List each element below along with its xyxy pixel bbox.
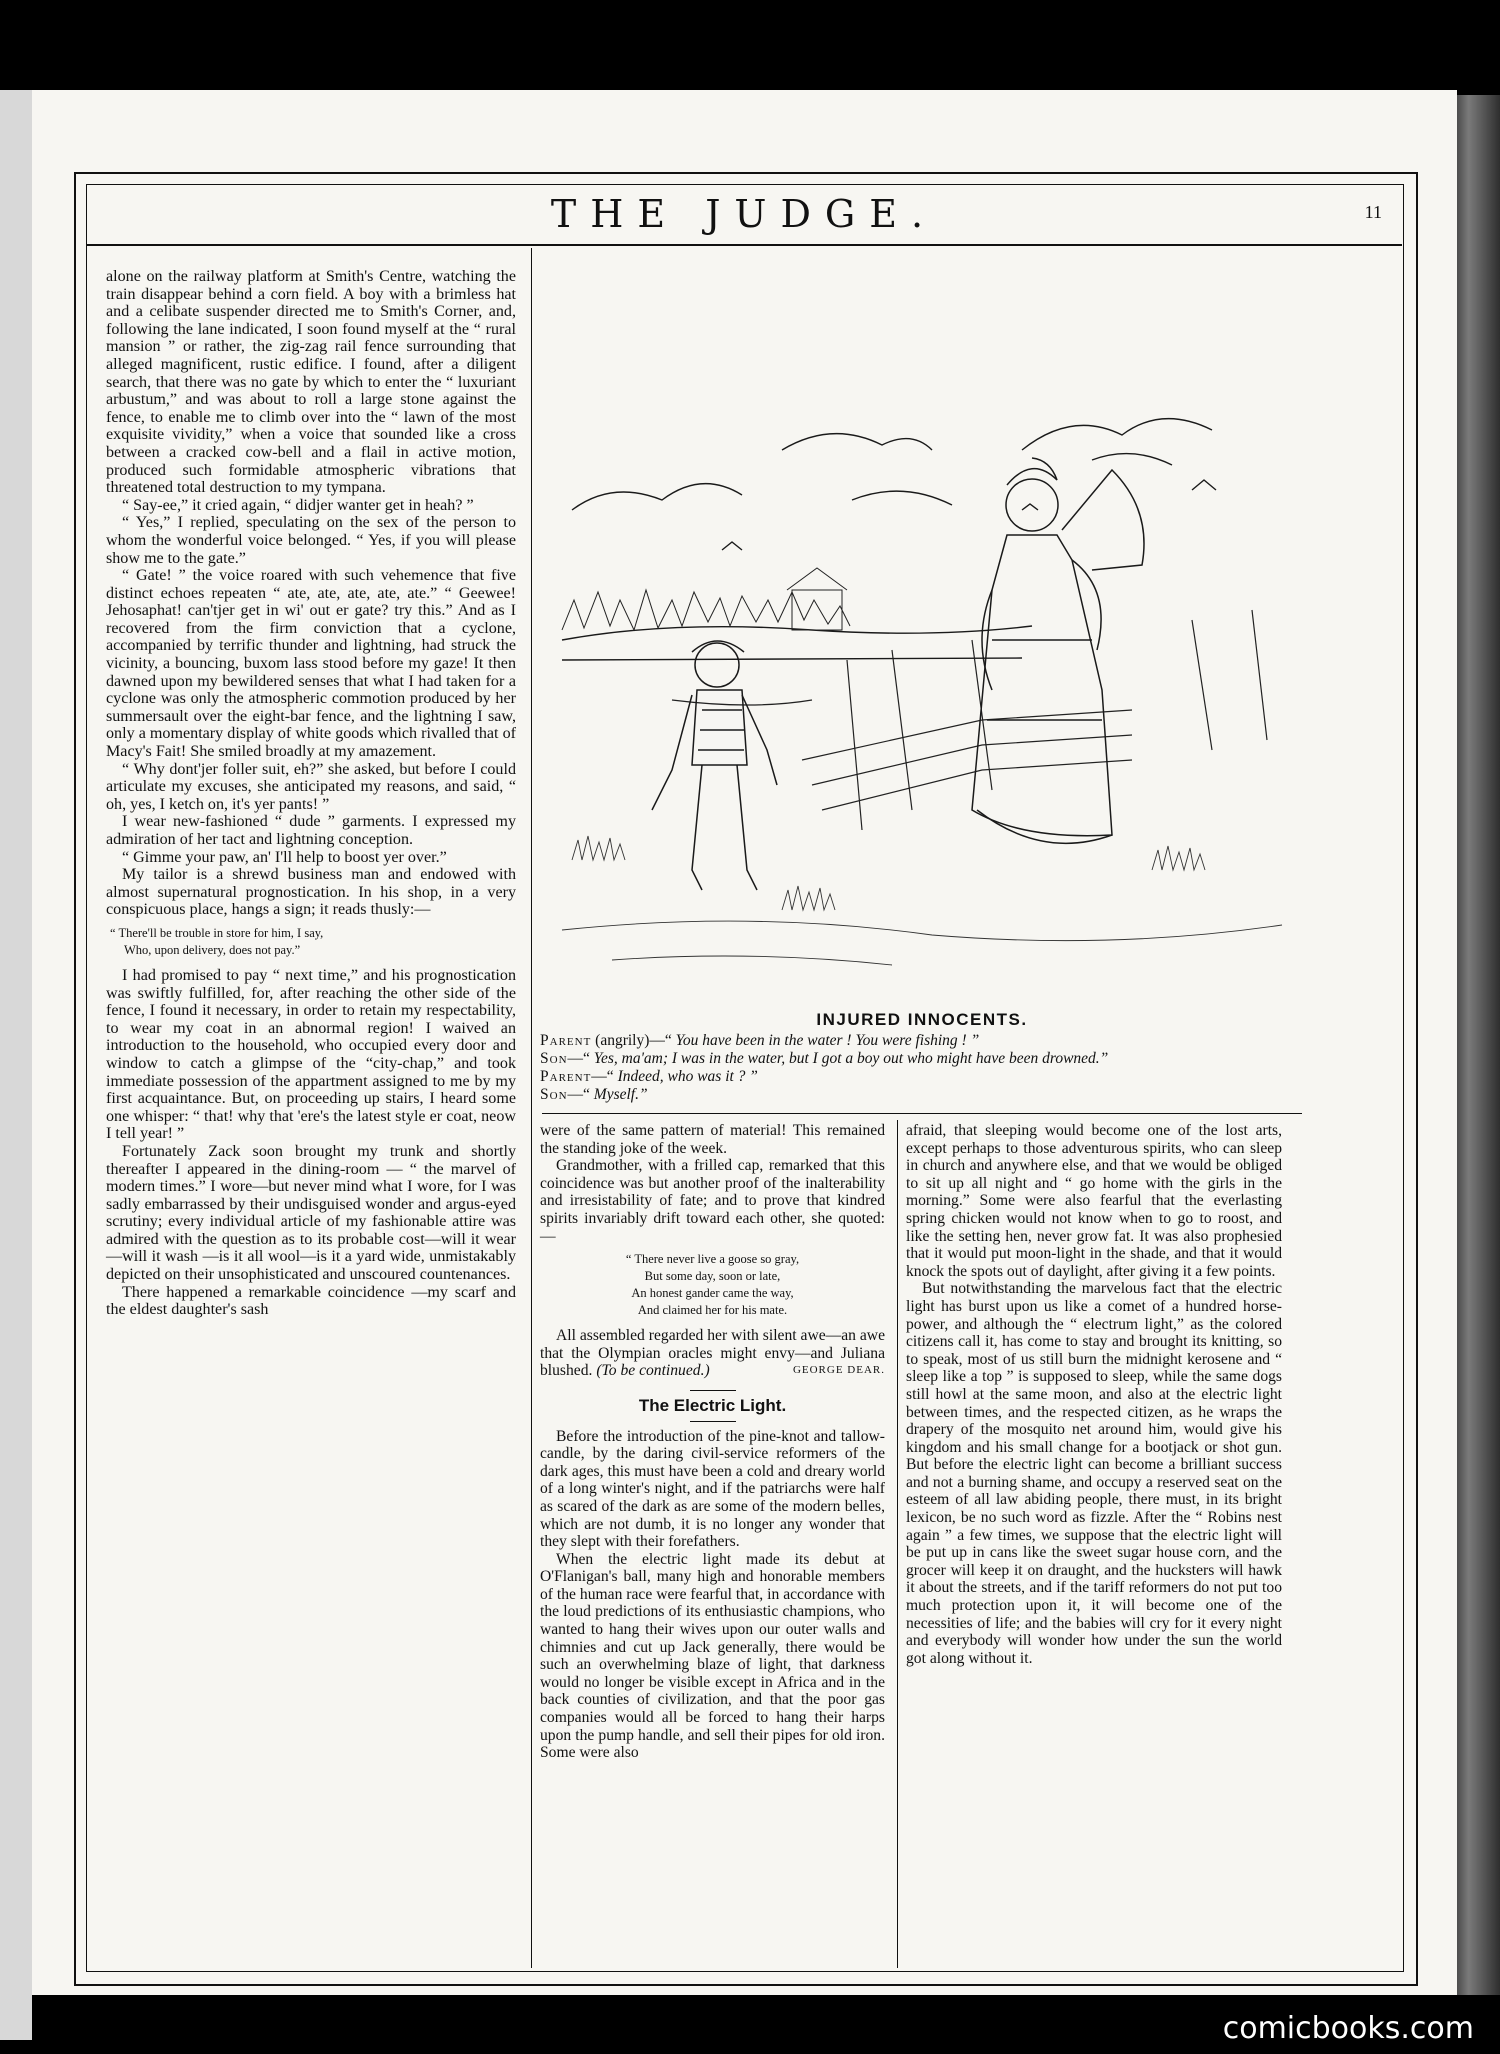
dialogue-line [540,1032,1275,1050]
quoted-verse [540,1251,885,1319]
paragraph: But notwithstanding the marvelous fact that the electric light has burst upon us like a comet of a hundred horse-power, and although the “ electrum light,” as the colored citizens call it, has come to stay and brought its knitting, so to speak, most of us still burn the midnight kerosene and “ sleep like a top ” is supposed to sleep, while the same dogs still howl at the same moon, and also at the electric light between times, and the respected citizen, as he wraps the drapery of the mosquito net around him, would give his kingdom and his small change for a bootjack or shot gun. But before the electric light can become a brilliant success and not a burning shame, and occupy a reserved seat on the esteem of all law abiding people, there must, in its bright lexicon, be no such word as fizzle. After the “ Robins nest again ” a few times, we suppose that the electric light will be put up in cans like the sweet sugar house corn, and the grocer will keep it on draught, and the hucksters will hawk it about the streets, and if the tariff reformers do not put too much protection upon it, it will become one of the necessities of life; and the babies will cry for it every night and everybody will wonder how under the sun the world got along without it. [906,1280,1282,1667]
paragraph: Before the introduction of the pine-knot and tallow-candle, by the daring civil-service reformers of the dark ages, this must have been a cold and dreary world of a long winter's night, and if the patriarchs were half as scared of the dark as are some of the modern belles, which are not dumb, it is no longer any wonder that they slept with their forefathers. [540,1427,885,1551]
book-spine [1455,95,1500,1995]
paragraph: I wear new-fashioned “ dude ” garments. I expressed my admiration of her tact and lightning conception. [106,813,516,848]
verse-line: An honest gander came the way, [631,1286,794,1301]
page-number: 11 [1364,202,1382,222]
illustration-injured-innocents [552,390,1292,1000]
page [32,90,1457,1995]
paragraph: I had promised to pay “ next time,” and his prognostication was swiftly fulfilled, for, after reaching the other side of the fence, I found it necessary, in order to retain my respectability, to wear my coat in an abnormal region! I waived an introduction to the household, who occupied every door and window to catch a glimpse of the “city-chap,” and took immediate possession of the appartment assigned to me by my first acquaintance. But, on proceeding up stairs, I heard some one whisper: “ that! why that 'ere's the latest style er coat, neow I tell year! ” [106,966,516,1143]
speaker: Parent [540,1032,592,1049]
dialogue-note: (angrily)—“ [591,1032,676,1049]
illustration-dialogue [540,1032,1275,1104]
paragraph: “ Gate! ” the voice roared with such vehemence that five distinct echoes repeaten “ ate, ate, ate, ate, ate.” “ Geewee! Jehosaphat! can'tjer get in wi' out er gate? try this.” And as I recovered from the firm conviction that a cyclone, accompanied by terrific thunder and lightning, had struck the vicinity, a bouncing, buxom lass stood before my gaze! It then dawned upon my bewildered senses that what I had taken for a cyclone was only the atmospheric commotion produced by her summersault over the eight-bar fence, and the lightning I saw, only a momentary display of white goods which rivalled that of Macy's Fait! She smiled broadly at my amazement. [106,567,516,761]
dialogue-line [540,1068,1275,1086]
watermark: comicbooks.com [1222,2011,1474,2046]
paragraph: “ Gimme your paw, an' I'll help to boost yer over.” [122,848,447,866]
left-column [106,268,516,1319]
dialogue-text: You have been in the water ! You were fishing ! ” [675,1032,980,1049]
verse-line: Who, upon delivery, does not pay.” [124,942,301,957]
quoted-verse [106,925,516,959]
column-divider-right [897,1120,898,1968]
paragraph: There happened a remarkable coincidence —my scarf and the eldest daughter's sash [106,1283,516,1319]
paragraph: When the electric light made its debut at O'Flanigan's ball, many high and honorable members of the human race were fearful that, in accordance with the loud predictions of its enthusiastic champions, who wanted to hang their wives upon our outer walls and chimnies and cut up Jack generally, there would be such an overwhelming blaze of light, that darkness would no longer be visible except in Africa and in the back counties of civilization, and that the poor gas companies would all be forced to hang their harps upon the pump handle, and sell their pipes for old iron. Some were also [540,1550,885,1762]
dialogue-note: —“ [567,1050,594,1067]
article-heading: The Electric Light. [638,1395,787,1415]
right-column [906,1122,1282,1667]
section-rule [690,1421,736,1422]
paragraph: “ Why dont'jer foller suit, eh?” she asked, but before I could articulate my excuses, she anticipated my reasons, and said, “ oh, yes, I ketch on, it's yer pants! ” [106,760,516,813]
section-rule [690,1390,736,1391]
illustration-caption-title: INJURED INNOCENTS. [816,1010,1028,1029]
speaker: Parent [540,1068,592,1085]
dialogue-text: Indeed, who was it ? ” [617,1068,758,1085]
paragraph: alone on the railway platform at Smith's Centre, watching the train disappear behind a corn field. A boy with a brimless hat and a celibate suspender directed me to Smith's Corner, and, following the lane indicated, I soon found myself at the “ rural mansion ” or rather, the zig-zag rail fence surrounding that alleged magnificent, rustic edifice. I found, after a diligent search, that there was no gate by which to enter the “ luxuriant arbustum,” and was about to roll a large stone against the fence, to enable me to climb over into the “ lawn of the most exquisite vividity,” when a voice that sounded like a cross between a cracked cow-bell and a flail in active motion, produced such formidable atmospheric vibrations that threatened total destruction to my tympana. [106,268,516,497]
paragraph: Grandmother, with a frilled cap, remarked that this coincidence was but another proof of the inalterability and irresistability of fate; and to prove that kindred spirits invariably drift toward each other, she quoted:— [540,1157,885,1245]
adjacent-page-edge [0,90,32,2040]
speaker: Son [540,1086,568,1103]
paragraph: My tailor is a shrewd business man and endowed with almost supernatural prognostication. In his shop, in a very conspicuous place, hangs a sign; it reads thusly:— [106,866,516,919]
verse-line: “ There'll be trouble in store for him, I say, [110,925,324,940]
paragraph [540,1327,885,1380]
masthead-title: THE JUDGE. [550,192,938,236]
dialogue-line [540,1050,1275,1068]
dialogue-line [540,1086,1275,1104]
dialogue-text: Yes, ma'am; I was in the water, but I got a boy out who might have been drowned.” [593,1050,1109,1067]
masthead [86,184,1402,240]
masthead-rule [86,244,1402,246]
continued-note: (To be continued.) [596,1362,710,1380]
paragraph: were of the same pattern of material! This remained the standing joke of the week. [540,1122,885,1157]
verse-line: And claimed her for his mate. [637,1303,788,1318]
mother-figure [972,458,1144,843]
paragraph: Fortunately Zack soon brought my trunk and shortly thereafter I appeared in the dining-room — “ the marvel of modern times.” I wore—but never mind what I wore, for I was sadly embarrassed by their undisguised wonder and argus-eyed scrutiny; every individual article of my fashionable attire was admired with the question as to its probable cost—will it wear—will it wash —is it all wool—is it a yard wide, unmistakably depicted on their unsophisticated and unscoured countenances. [106,1142,516,1284]
closing-text: All assembled regarded her with silent awe—an awe that the Olympian oracles might envy—and Juliana blushed. [540,1327,885,1380]
dialogue-text: Myself.” [593,1086,648,1103]
column-divider-left [531,248,532,1968]
middle-column [540,1122,885,1762]
caption-bottom-rule [542,1113,1302,1114]
paragraph: afraid, that sleeping would become one of the lost arts, except perhaps to those adventurous spirits, who can sleep in church and anywhere else, and that we would be obliged to sit up all night and “ go home with the girls in the morning.” Some were also fearful that the everlasting spring chicken would not know when to go to roost, and like the setting hen, never grow fat. It was also prophesied that it would put moon-light in the shade, and that it would knock the spots out of daylight, after giving it a few points. [906,1122,1282,1280]
boy-figure [652,641,777,890]
verse-line: “ There never live a goose so gray, [625,1252,800,1267]
verse-line: But some day, soon or late, [644,1269,781,1284]
paragraph: “ Say-ee,” it cried again, “ didjer wanter get in heah? ” [122,496,474,514]
speaker: Son [540,1050,568,1067]
dialogue-note: —“ [567,1086,594,1103]
author-signature: GEORGE DEAR. [792,1364,885,1377]
dialogue-note: —“ [591,1068,618,1085]
paragraph: “ Yes,” I replied, speculating on the sex of the person to whom the wonderful voice belonged. “ Yes, if you will please show me to the gate.” [106,514,516,567]
